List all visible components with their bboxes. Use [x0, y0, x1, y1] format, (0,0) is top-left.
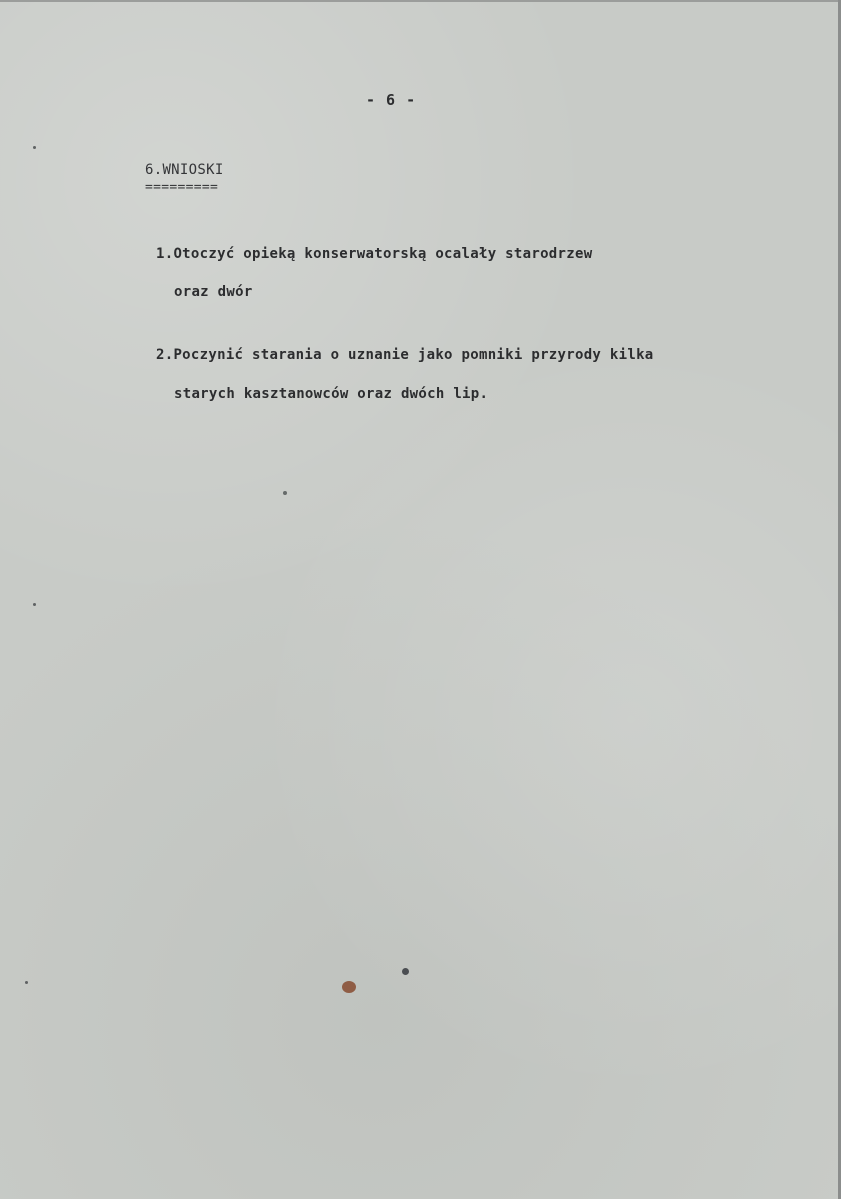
heading-underline: =========: [145, 180, 219, 195]
paper-speck: [33, 603, 36, 606]
paper-speck: [402, 968, 409, 975]
conclusion-item-2-line-1: 2.Poczynić starania o uznanie jako pomniki przyrody kilka: [156, 347, 654, 363]
conclusion-item-1-line-2: oraz dwór: [174, 284, 253, 300]
page-number: - 6 -: [366, 91, 417, 109]
conclusion-item-1-line-1: 1.Otoczyć opieką konserwatorską ocalały starodrzew: [156, 246, 593, 262]
section-heading: 6.WNIOSKI: [145, 162, 224, 178]
paper-speck: [25, 981, 28, 984]
page-top-edge: [0, 0, 841, 2]
paper-stain: [342, 981, 356, 993]
conclusion-item-2-line-2: starych kasztanowców oraz dwóch lip.: [174, 386, 489, 402]
paper-speck: [33, 146, 36, 149]
paper-speck: [283, 491, 287, 495]
